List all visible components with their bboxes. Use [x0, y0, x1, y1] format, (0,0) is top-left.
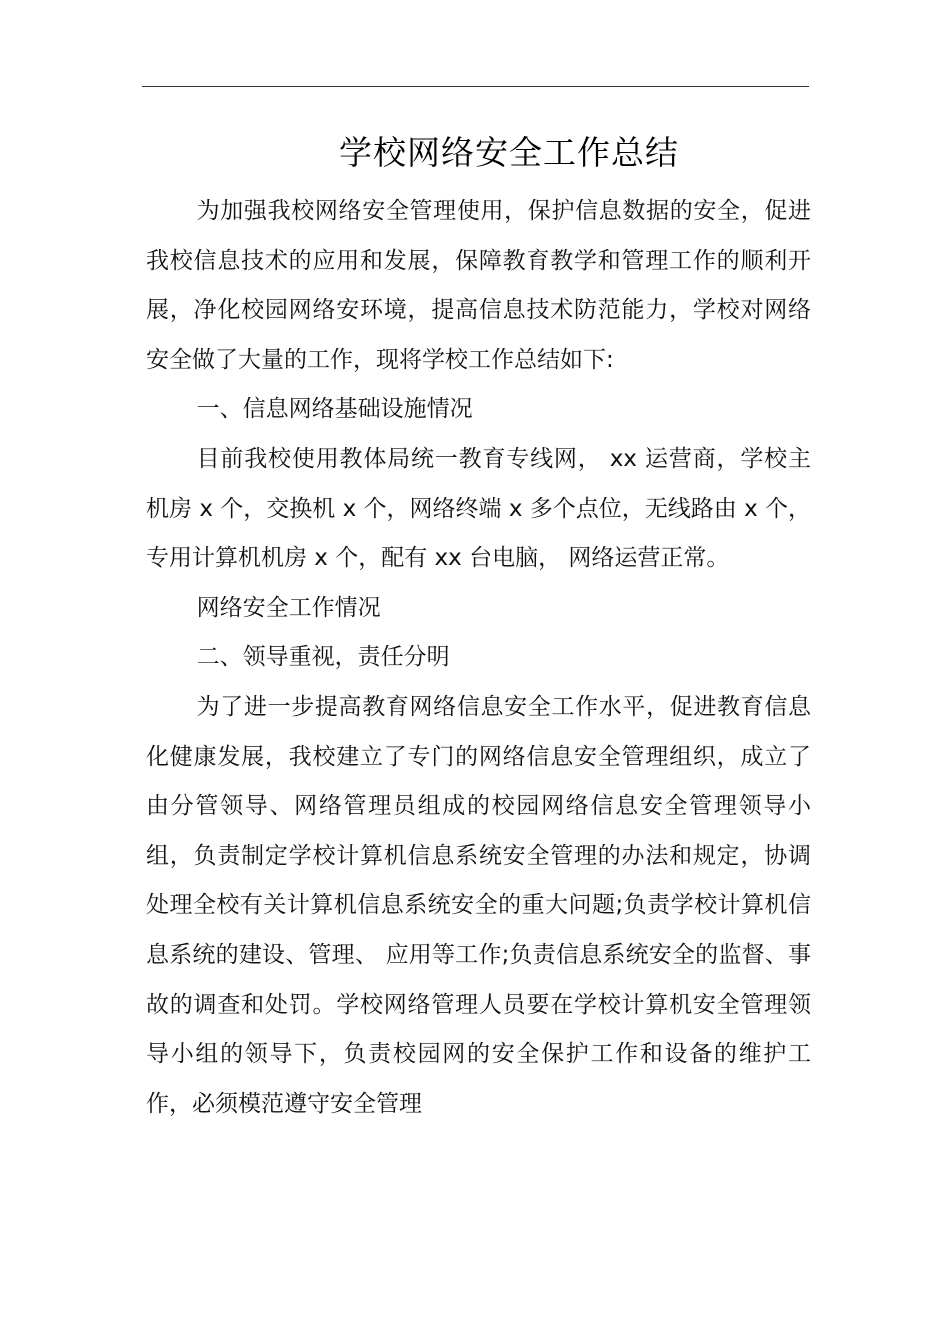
header-rule [142, 86, 809, 87]
section-heading-1: 一、信息网络基础设施情况 [196, 396, 473, 423]
leadership-paragraph: 为了进一步提高教育网络信息安全工作水平，促进教育信息化健康发展，我校建立了专门的网络信息安全管理组织，成立了由分管领导、网络管理员组成的校园网络信息安全管理领导小组，负责制定学校计算机信息系统安全管理的办法和规定，协调处理全校有关计算机信息系统安全的重大问题;负责学校计算机信息系统的建设、管理、 应用等工作;负责信息系统安全的监督、事故的调查和处罚。学校网络管理人员要在学校计算机安全管理领导小组的领导下，负责校园网的安全保护工作和设备的维护工作，必须模范遵守安全管理 [146, 693, 811, 1117]
section-heading-2: 二、领导重视，责任分明 [196, 644, 450, 671]
intro-paragraph: 为加强我校网络安全管理使用，保护信息数据的安全，促进我校信息技术的应用和发展，保障教育教学和管理工作的顺利开展，净化校园网络安环境，提高信息技术防范能力，学校对网络安全做了大量的工作，现将学校工作总结如下: [146, 198, 811, 373]
infrastructure-paragraph: 目前我校使用教体局统一教育专线网， xx 运营商，学校主机房 x 个，交换机 x 个，网络终端 x 多个点位，无线路由 x 个，专用计算机机房 x 个，配有 xx 台电脑， 网络运营正常。 [146, 445, 811, 572]
document-title: 学校网络安全工作总结 [339, 133, 679, 172]
section-heading-security-status: 网络安全工作情况 [196, 594, 381, 621]
document-body [146, 187, 811, 1129]
